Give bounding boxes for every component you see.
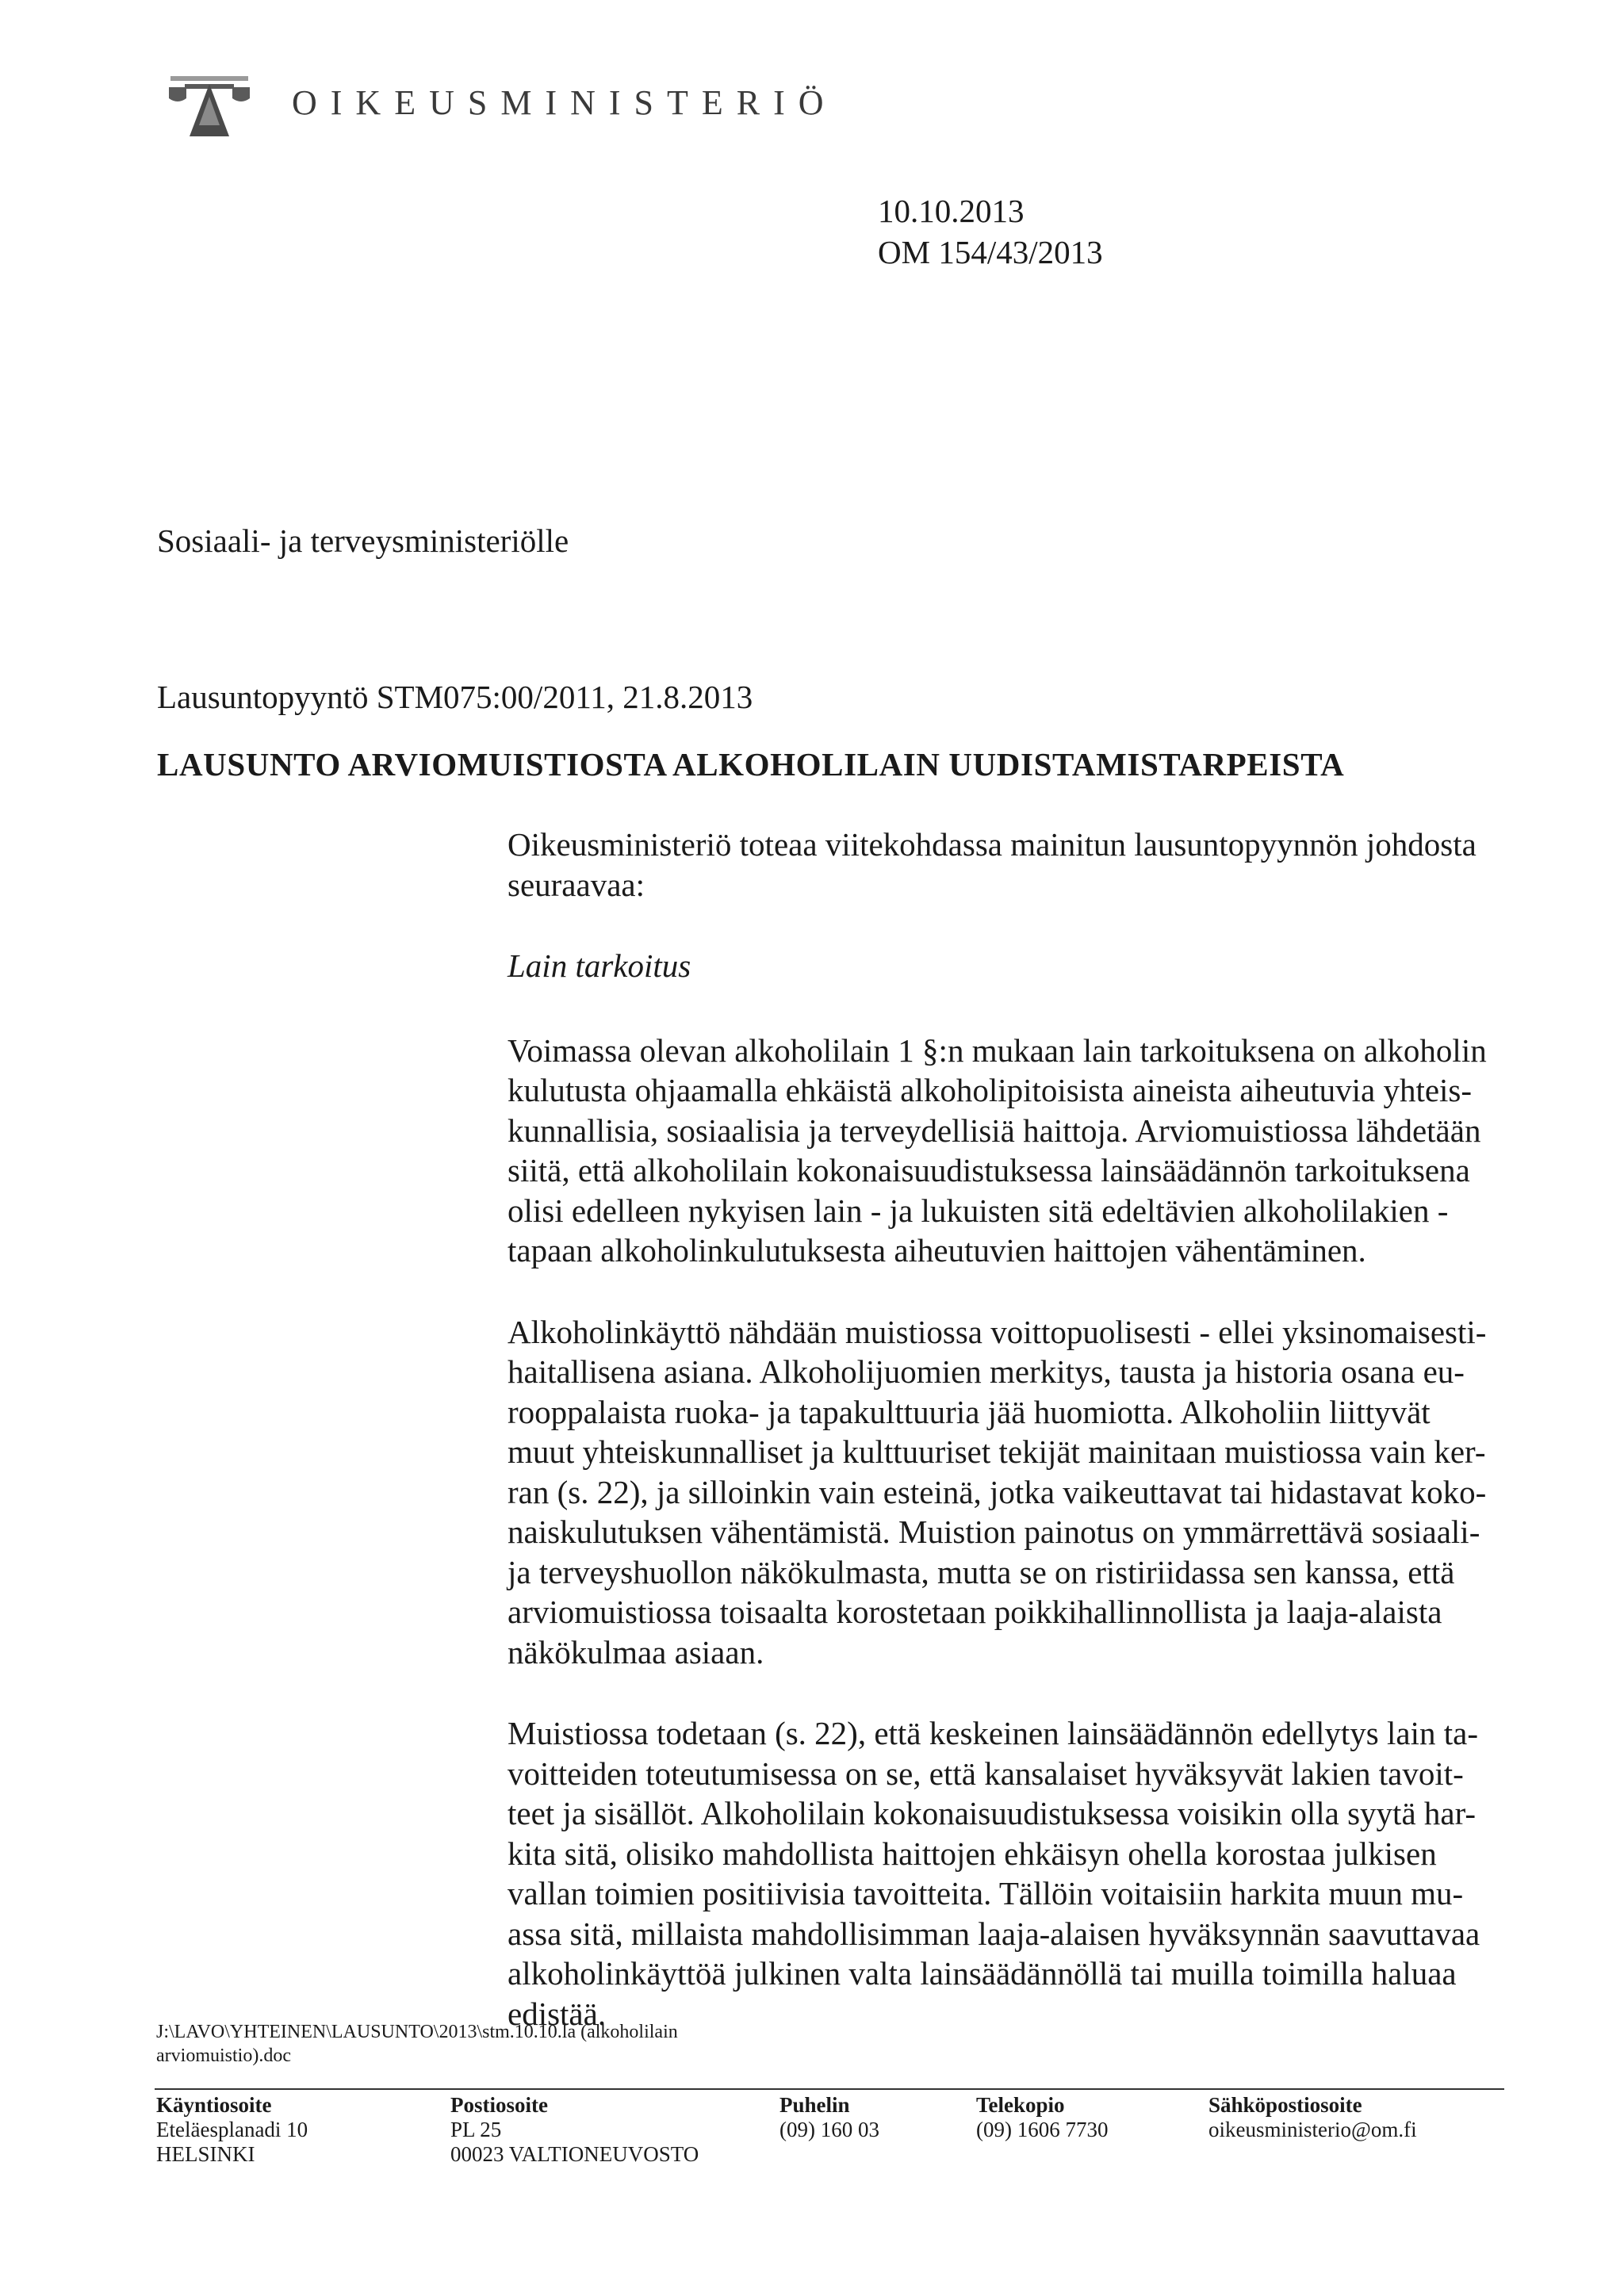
text-line: alkoholinkäyttöä julkinen valta lainsäädännöllä tai muilla toimilla haluaa [508,1955,1457,1992]
footer-value: 00023 VALTIONEUVOSTO [450,2142,699,2166]
text-line: rooppalaista ruoka- ja tapakulttuuria jää huomiotta. Alkoholiin liittyvät [508,1393,1431,1430]
text-line: ja terveyshuollon näkökulmasta, mutta se on ristiriidassa sen kanssa, että [508,1553,1455,1590]
text-line: haitallisena asiana. Alkoholijuomien merkitys, tausta ja historia osana eu- [508,1353,1465,1390]
footer-email [1208,2093,1417,2142]
footer-value: PL 25 [450,2118,502,2141]
text-line: kulutusta ohjaamalla ehkäistä alkoholipitoisista aineista aiheutuvia yhteis- [508,1072,1473,1108]
document-meta [878,190,1103,273]
file-path [156,2020,678,2068]
footer-postal-address [450,2093,699,2167]
text-line: siitä, että alkoholilain kokonaisuudistuksessa lainsäädännön tarkoituksena [508,1152,1470,1188]
paragraph-3 [508,1713,1515,2034]
footer-divider [155,2088,1504,2090]
paragraph-1 [508,1031,1515,1271]
file-path-line: J:\LAVO\YHTEINEN\LAUSUNTO\2013\stm.10.10.la (alkoholilain [156,2022,678,2042]
body-text [508,825,1515,2075]
paragraph-2 [508,1312,1515,1673]
footer-email-link[interactable]: oikeusministerio@om.fi [1208,2118,1417,2141]
file-path-line: arviomuistio).doc [156,2045,291,2066]
text-line: naiskulutuksen vähentämistä. Muistion painotus on ymmärrettävä sosiaali- [508,1513,1480,1550]
org-name: OIKEUSMINISTERIÖ [292,83,837,122]
text-line: assa sitä, millaista mahdollisimman laaja-alaisen hyväksynnän saavuttavaa [508,1915,1480,1952]
footer-value: Eteläesplanadi 10 [156,2118,308,2141]
footer-value: (09) 160 03 [779,2118,879,2141]
text-line: vallan toimien positiivisia tavoitteita. Tällöin voitaisiin harkita muun mu- [508,1875,1464,1911]
footer-label: Telekopio [976,2093,1065,2117]
text-line: seuraavaa: [508,866,645,903]
text-line: Oikeusministeriö toteaa viitekohdassa mainitun lausuntopyynnön johdosta [508,826,1477,863]
document-date: 10.10.2013 [878,193,1025,229]
text-line: teet ja sisällöt. Alkoholilain kokonaisuudistuksessa voisikin olla syytä har- [508,1795,1477,1831]
text-line: Alkoholinkäyttö nähdään muistiossa voittopuolisesti - ellei yksinomaisesti- [508,1313,1487,1350]
document-title: LAUSUNTO ARVIOMUISTIOSTA ALKOHOLILAIN UUDISTAMISTARPEISTA [157,746,1345,783]
footer-label: Postiosoite [450,2093,548,2117]
text-line: voitteiden toteutumisessa on se, että kansalaiset hyväksyvät lakien tavoit- [508,1755,1464,1792]
text-line: Voimassa olevan alkoholilain 1 §:n mukaan lain tarkoituksena on alkoholin [508,1031,1487,1069]
footer-visit-address [156,2093,308,2167]
footer-label: Sähköpostiosoite [1208,2093,1362,2117]
text-line: kunnallisia, sosiaalisia ja terveydellisiä haittoja. Arviomuistiossa lähdetään [508,1112,1481,1149]
text-line: kita sitä, olisiko mahdollista haittojen ehkäisyn ohella korostaa julkisen [508,1835,1437,1872]
footer-value: (09) 1606 7730 [976,2118,1109,2141]
footer-fax [976,2093,1108,2142]
ministry-logo [163,73,256,138]
footer-phone [779,2093,879,2142]
footer-label: Puhelin [779,2093,850,2117]
text-line: tapaan alkoholinkulutuksesta aiheutuvien haittojen vähentäminen. [508,1232,1366,1269]
text-line: muut yhteiskunnalliset ja kulttuuriset tekijät mainitaan muistiossa vain ker- [508,1433,1486,1470]
document-reference: OM 154/43/2013 [878,234,1103,270]
text-line: olisi edelleen nykyisen lain - ja lukuisten sitä edeltävien alkoholilakien - [508,1192,1449,1229]
text-line: Muistiossa todetaan (s. 22), että keskeinen lainsäädännön edellytys lain ta- [508,1715,1478,1751]
scales-of-justice-icon [163,73,256,138]
text-line: edistää. [508,1995,607,2032]
text-line: ran (s. 22), ja silloinkin vain esteinä, jotka vaikeuttavat tai hidastavat koko- [508,1473,1487,1510]
intro-paragraph [508,825,1515,905]
section-heading: Lain tarkoitus [508,947,691,984]
footer-value: HELSINKI [156,2142,255,2166]
text-line: arviomuistiossa toisaalta korostetaan poikkihallinnollista ja laaja-alaista [508,1594,1442,1630]
recipient: Sosiaali- ja terveysministeriölle [157,522,569,559]
text-line: näkökulmaa asiaan. [508,1633,764,1670]
footer-label: Käyntiosoite [156,2093,272,2117]
request-reference: Lausuntopyyntö STM075:00/2011, 21.8.2013 [157,679,753,715]
